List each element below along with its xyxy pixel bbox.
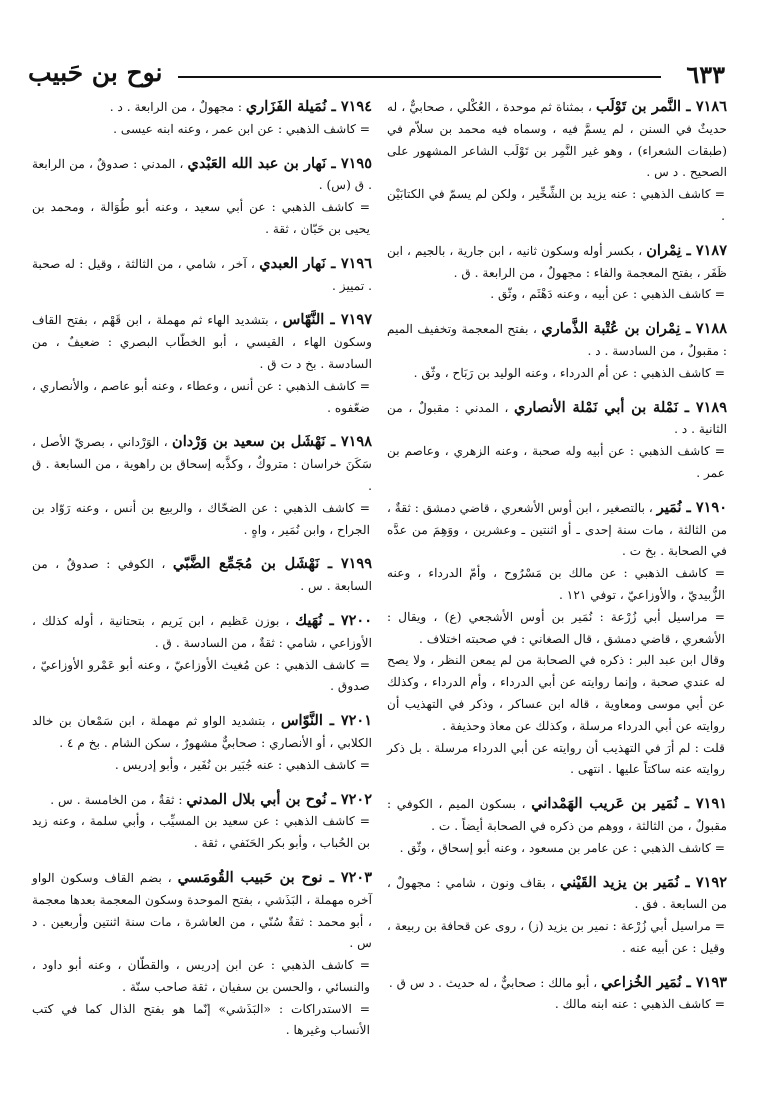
entry-paragraph (387, 497, 727, 563)
entry-text: ، بتشديد الهاء ثم مهملة ، ابن قَهْم ، بفتح القاف وسكون الهاء ، القيسي ، أبو الخطّاب البصري : ضعيفٌ ، من السادسة . بخ د ت ق . (32, 313, 372, 371)
entry-headword: ٧٢٠٠ ـ نُهَيك (295, 611, 372, 629)
entry-text: ، أبو مالك : صحابيٌّ ، له حديث . د س ق . (388, 975, 598, 990)
entry-note: = كاشف الذهبي : عن مُغيث الأوزاعيّ ، وعنه أبو عَمْرو الأوزاعيّ ، صدوق . (32, 657, 370, 694)
biography-entry (387, 397, 727, 485)
entry-paragraph (387, 397, 727, 442)
entry-headword: ٧١٩٨ ـ نَهْشَل بن سعيد بن وَرْدان (172, 433, 372, 451)
entry-note: = كاشف الذهبي : عن ابن عمر ، وعنه ابنه عيسى . (113, 121, 370, 136)
biography-entry (387, 793, 727, 859)
entry-text: ، بتشديد الواو ثم مهملة ، ابن سَمْعان بن خالد الكلابي ، أو الأنصاري : صحابيٌّ مشهورٌ ، سكن الشام . بخ م ٤ . (32, 714, 372, 750)
biography-entry (387, 872, 727, 960)
entry-headword: ٧١٨٩ ـ نَمْلة بن أبي نَمْلة الأنصاري (514, 398, 727, 416)
entry-note: = كاشف الذهبي : عنه يزيد بن الشِّخِّير ، ولكن لم يسمّ في الكتابَيْن . (387, 187, 725, 223)
entry-note: = كاشف الذهبي : عن أبي سعيد ، وعنه أبو طُوَالة ، ومحمد بن يحيى بن حَبّان ، ثقة . (32, 200, 370, 236)
entry-headword: ٧١٩٣ ـ نُمَير الخُزاعي (601, 973, 727, 991)
biography-entry (387, 240, 727, 306)
entry-text: ، بضم القاف وسكون الواو آخره مهملة ، البَذَشي ، بفتح الموحدة وسكون المعجمة بعدها معجمة ، أبو محمد : ثقةٌ سُنّي ، من العاشرة ، مات سنة اثنتين وأربعين . د س . (32, 870, 372, 951)
entry-text: ، بفتح المعجمة وتخفيف الميم : مقبولٌ ، من السادسة . د . (387, 322, 727, 358)
entry-text: ، آخر ، شامي ، من الثالثة ، وقيل : له صحبة . تمييز . (32, 256, 372, 293)
entry-headword: ٧١٩٦ ـ نَهار العبدي (259, 254, 372, 272)
biography-entry (387, 972, 727, 1017)
entry-paragraph (32, 553, 372, 598)
biography-entry (387, 318, 727, 384)
column-left (32, 96, 372, 1054)
biography-entry (32, 610, 372, 698)
entry-text: ، بوزن عَظيم ، ابن يَريم ، بتحتانية ، أوله كذلك ، الأوزاعي ، شامي : ثقةٌ ، من السادسة . ق . (32, 613, 372, 650)
page-header (28, 56, 725, 96)
entry-paragraph (387, 972, 727, 995)
entry-text: : مجهولٌ ، من الرابعة . د . (109, 100, 243, 114)
entry-note: وقال ابن عبد البر : ذكره في الصحابة من لم يمعن النظر ، ولا يصح له عندي صحبة ، وإنما روايته عن أبي الدرداء ، وأم الدرداء ، وكذلك عن أبي موسى ومعاوية ، قاله ابن عساكر ، وذكر في التهذيب أن روايته عن أبي الدرداء مرسلة ، وكذلك عن معاذ وحذيفة . (387, 653, 725, 733)
entry-note: = كاشف الذهبي : عن الضحّاك ، والربيع بن أنس ، وعنه رَوّاد بن الجراح ، وابن نُمَير ، واهٍ . (32, 500, 370, 537)
biography-entry (387, 497, 727, 781)
entry-headword: ٧١٩٢ ـ نُمَير بن يزيد القَيْني (560, 873, 728, 891)
entry-text: ، بقاف ونون ، شامي : مجهولٌ ، من السابعة . فق . (387, 875, 727, 912)
page-number: ٦٣٣ (686, 60, 725, 89)
entry-headword: ٧١٩٥ ـ نَهار بن عبد الله العَبْدي (187, 154, 373, 172)
entry-note: = مراسيل أبي زُرْعة : نمير بن يزيد (ز) ، روى عن قحافة بن ربيعة ، وقيل : عن أبيه عنه . (387, 919, 725, 955)
biography-entry (32, 553, 372, 598)
entry-paragraph (32, 253, 372, 298)
entry-paragraph (32, 867, 372, 955)
entry-note: = كاشف الذهبي : عن أنس ، وعطاء ، وعنه أبو عاصم ، والأنصاري ، ضعّفوه . (32, 378, 370, 415)
entry-headword: ٧١٩٤ ـ نُمَيلة الفَزَاري (245, 98, 372, 115)
entry-headword: ٧١٩٩ ـ نَهْشَل بن مُجَمِّع الضَّبّي (172, 555, 372, 573)
entry-note: = كاشف الذهبي : عن أبيه ، وعنه دَهْثَم ، وثّق . (490, 287, 725, 302)
entry-headword: ٧١٩٠ ـ نُمَير (656, 498, 727, 516)
entry-headword: ٧١٩١ ـ نُمَير بن عَريب الهَمْداني (531, 795, 727, 813)
entry-text: ، المدني : صدوقٌ ، من الرابعة . ق (س) . (32, 156, 372, 193)
entry-text: : ثقةٌ ، من الخامسة . س . (50, 792, 183, 807)
entry-paragraph (32, 96, 372, 119)
entry-headword: ٧١٨٨ ـ نِمْران بن عُتْبة الذَّماري (541, 320, 727, 338)
entry-headword: ٧١٨٧ ـ نِمْران (646, 241, 727, 259)
entry-paragraph (387, 793, 727, 838)
biography-entry (32, 253, 372, 298)
entry-paragraph (32, 710, 372, 755)
entry-paragraph (32, 153, 372, 198)
biography-entry (32, 96, 372, 141)
entry-paragraph (387, 318, 727, 363)
entry-text: ، بسكون الميم ، الكوفي : مقبولٌ ، من الثالثة ، ووهم من ذكره في الصحابة أيضاً . ت . (387, 797, 727, 833)
biography-entry (32, 710, 372, 776)
biography-entry (32, 153, 372, 241)
header-rule (178, 76, 661, 78)
entry-text: ، الوَرْداني ، بصريّ الأصل ، سَكَنَ خراسان : متروكٌ ، وكذَّبه إسحاق بن راهوية ، من السابعة . ق . (32, 435, 372, 493)
biography-entry (32, 789, 372, 855)
biography-entry (32, 309, 372, 419)
entry-note: = كاشف الذهبي : عن مالك بن مَسْرُوح ، وأمّ الدرداء ، وعنه الزُّبيديّ ، والأوزاعيّ ، توفي ١٢١ . (387, 566, 725, 602)
entry-note: = كاشف الذهبي : عنه ابنه مالك . (554, 997, 725, 1012)
biography-entry (32, 867, 372, 1042)
entry-text: ، بمثناة ثم موحدة ، العُكْلي ، صحابيٌّ ، له حديثٌ في السنن ، لم يسمَّ فيه ، وسماه فيه محمد بن سلاّم في (طبقات الشعراء) ، وهو غير النَّمِر بن تَوْلَب الشاعر المشهور على الصحيح . د س . (387, 100, 727, 180)
entry-headword: ٧٢٠١ ـ النَّوّاس (280, 712, 373, 730)
entry-headword: ٧٢٠٣ ـ نوح بن حَبيب القُومَسي (177, 868, 372, 886)
entry-note: = كاشف الذهبي : عن عامر بن مسعود ، وعنه أبو إسحاق ، وثّق . (399, 840, 725, 855)
entry-headword: ٧١٩٧ ـ النَّهّاس (282, 311, 373, 329)
entry-note: = كاشف الذهبي : عن أم الدرداء ، وعنه الوليد بن رَبَاح ، وثّق . (413, 365, 725, 380)
running-head: نوح بن حَبيب (28, 58, 163, 87)
entry-text: ، الكوفي : صدوقٌ ، من السابعة . س . (32, 557, 372, 594)
entry-text: ، بكسر أوله وسكون ثانيه ، ابن جارية ، بالجيم ، ابن ظَفَر ، بفتح المعجمة والفاء : مجهولٌ ، من الرابعة . ق . (387, 243, 727, 280)
biography-entry (32, 431, 372, 541)
column-right (387, 96, 727, 1028)
entry-paragraph (32, 431, 372, 497)
entry-paragraph (32, 610, 372, 655)
entry-paragraph (387, 872, 727, 917)
entry-headword: ٧١٨٦ ـ النَّمر بن تَوْلَب (596, 98, 727, 115)
entry-note: قلت : لم أرَ في التهذيب أن روايته عن أبي الدرداء مرسلة . بل ذكر روايته عنه ساكتاً عليها . انتهى . (387, 740, 725, 777)
entry-paragraph (32, 309, 372, 375)
entry-note: = كاشف الذهبي : عن ابن إدريس ، والقطّان ، وعنه أبو داود ، والنسائي ، والحسن بن سفيان ، ثقة صاحب سنّة . (32, 958, 370, 994)
entry-note: = كاشف الذهبي : عنه جُبَير بن نُفَير ، وأبو إدريس . (114, 757, 370, 772)
entry-note: = كاشف الذهبي : عن أبيه وله صحبة ، وعنه الزهري ، وعاصم بن عمر . (387, 444, 725, 480)
biography-entry (387, 96, 727, 228)
entry-note: = الاستدراكات : «البَذَشي» إنّما هو بفتح الذال كما في كتب الأنساب وغيرها . (32, 1001, 370, 1038)
entry-text: ، بالتصغير ، ابن أوس الأشعري ، قاضي دمشق : ثقةٌ ، من الثالثة ، مات سنة إحدى ـ أو اثنتين ـ وعشرين ، ووَهِمَ من عدَّه في الصحابة . بخ ت . (387, 500, 727, 559)
entry-text: ، المدني : مقبولٌ ، من الثانية . د . (387, 400, 727, 437)
entry-paragraph (387, 96, 727, 184)
entry-note: = كاشف الذهبي : عن سعيد بن المسيِّب ، وأبي سلمة ، وعنه زيد بن الحُباب ، وأبو بكر الحَنَفي ، ثقة . (32, 814, 370, 851)
entry-paragraph (32, 789, 372, 812)
entry-note: = مراسيل أبي زُرْعة : نُمَير بن أوس الأشجعي (ع) ، ويقال : الأشعري ، قاضي دمشق ، قال الصغاني : في صحبته اختلاف . (387, 609, 725, 646)
entry-headword: ٧٢٠٢ ـ نُوح بن أبي بلال المدني (186, 790, 372, 808)
entry-paragraph (387, 240, 727, 285)
